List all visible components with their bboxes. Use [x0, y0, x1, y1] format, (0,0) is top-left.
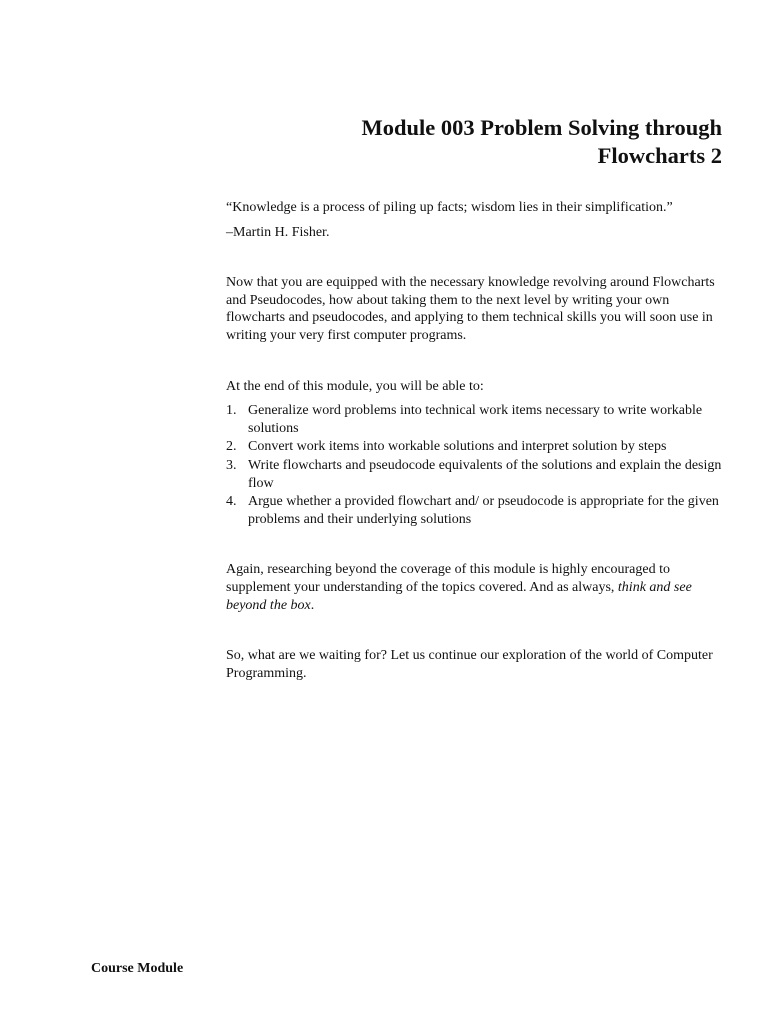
objective-number: 3.	[226, 457, 237, 473]
encouragement-italic: think and see beyond the box	[226, 579, 692, 613]
objective-number: 2.	[226, 439, 237, 455]
closing-paragraph: So, what are we waiting for? Let us continue our exploration of the world of Computer Programming.	[226, 648, 713, 681]
page-footer: Course Module	[91, 961, 184, 976]
objective-item	[226, 438, 726, 456]
objective-text: Generalize word problems into technical work items necessary to write workable solutions	[248, 403, 703, 436]
module-title-line-1: Module 003 Problem Solving through	[361, 115, 722, 140]
objective-number: 4.	[226, 494, 237, 510]
objective-text: Write flowcharts and pseudocode equivalents of the solutions and explain the design flow	[248, 457, 722, 491]
encouragement-text: Again, researching beyond the coverage of this module is highly encouraged to supplement your understanding of the topics covered. And as always,	[226, 562, 670, 595]
encouragement-paragraph	[226, 561, 726, 614]
objective-number: 1.	[226, 403, 237, 419]
module-content	[226, 199, 726, 682]
objective-text: Convert work items into workable solutions and interpret solution by steps	[248, 439, 667, 455]
intro-paragraph: Now that you are equipped with the necessary knowledge revolving around Flowcharts and Pseudocodes, how about taking them to the next level by writing your own flowcharts and pseudocodes, and applying to them technical skills you will soon use in writing your very first computer programs.	[226, 275, 715, 343]
objectives-lead: At the end of this module, you will be able to:	[226, 378, 484, 394]
objective-text: Argue whether a provided flowchart and/ or pseudocode is appropriate for the given problems and their underlying solutions	[248, 494, 719, 527]
epigraph-quote: “Knowledge is a process of piling up facts; wisdom lies in their simplification.”	[226, 200, 673, 215]
module-title	[252, 114, 722, 170]
epigraph-author: –Martin H. Fisher.	[226, 224, 330, 240]
objectives-list	[226, 402, 726, 528]
objective-item	[226, 457, 726, 492]
objective-item	[226, 402, 726, 437]
encouragement-end: .	[310, 597, 315, 613]
module-title-line-2: Flowcharts 2	[597, 143, 722, 168]
objective-item	[226, 493, 726, 528]
